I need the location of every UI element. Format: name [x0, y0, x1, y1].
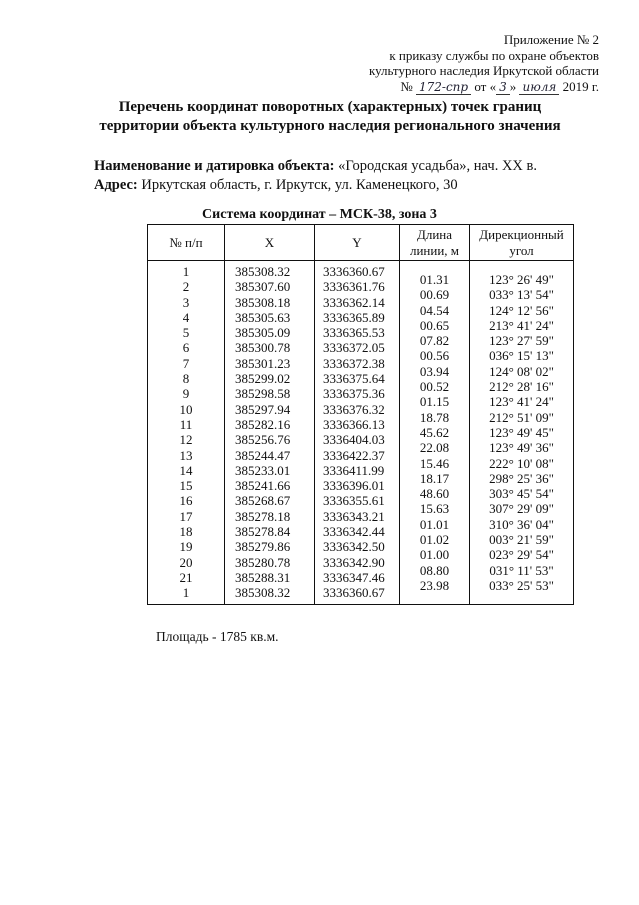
segment-length: 15.63 [419, 501, 450, 517]
segment-length: 04.54 [419, 302, 450, 318]
point-y: 3336360.67 [323, 264, 385, 279]
point-number: 7 [182, 355, 190, 371]
point-number: 12 [179, 432, 193, 448]
point-y: 3336396.01 [323, 478, 385, 494]
object-address-label: Адрес: [94, 177, 138, 193]
segment-angle: 123° 26' 49" [489, 272, 554, 287]
point-x: 385300.78 [235, 340, 291, 356]
point-number: 4 [182, 309, 190, 325]
point-y: 3336365.89 [323, 309, 385, 325]
segment-length: 00.69 [419, 287, 450, 303]
point-y: 3336347.46 [323, 569, 385, 585]
order-date-from: от « [474, 78, 497, 94]
point-x: 385278.18 [235, 508, 291, 524]
point-x: 385301.23 [235, 355, 291, 371]
point-x: 385308.32 [235, 264, 291, 279]
segment-length: 23.98 [419, 577, 450, 593]
order-month-handwritten: июля [519, 80, 559, 95]
segment-angle: 123° 41' 24" [489, 394, 554, 410]
object-name-value: «Городская усадьба», нач. XX в. [338, 158, 537, 174]
title-line-1: Перечень координат поворотных (характерных) точек границ [118, 99, 542, 115]
object-info [94, 157, 537, 195]
point-number: 6 [182, 340, 190, 356]
segment-angle: 003° 21' 59" [489, 532, 554, 548]
point-x: 385305.09 [235, 325, 291, 341]
segment-angle: 222° 10' 08" [489, 455, 554, 471]
point-x: 385298.58 [235, 386, 291, 402]
segment-length: 48.60 [419, 486, 450, 502]
col-header-angle: Дирекционный угол [470, 225, 574, 261]
point-y: 3336360.67 [323, 585, 385, 601]
point-x: 385278.84 [235, 524, 291, 540]
segment-length: 15.46 [419, 455, 450, 471]
segment-length: 22.08 [419, 440, 450, 456]
point-number: 10 [179, 401, 193, 417]
point-number: 2 [182, 279, 190, 295]
point-number: 5 [182, 325, 190, 341]
col-angle [470, 261, 574, 605]
col-number [148, 261, 225, 605]
appendix-line-2: к приказу службы по охране объектов [389, 47, 599, 63]
coordinates-table [147, 224, 574, 605]
point-y: 3336355.61 [323, 493, 385, 509]
segment-angle: 212° 51' 09" [489, 409, 554, 425]
order-no-prefix: № [400, 78, 413, 94]
point-y: 3336375.64 [323, 371, 385, 387]
object-name-row [94, 157, 537, 176]
appendix-line-3: культурного наследия Иркутской области [368, 63, 599, 78]
order-reference [299, 79, 599, 96]
segment-length: 01.15 [419, 394, 450, 410]
point-y: 3336342.44 [323, 524, 385, 540]
point-x: 385268.67 [235, 493, 291, 509]
segment-length: 45.62 [419, 424, 450, 440]
segment-angle: 310° 36' 04" [489, 516, 554, 532]
segment-length: 01.01 [419, 516, 450, 532]
point-y: 3336372.05 [323, 340, 385, 356]
point-number: 8 [182, 371, 190, 387]
segment-length: 18.17 [419, 470, 450, 486]
segment-angle: 307° 29' 09" [489, 501, 554, 517]
point-number: 1 [182, 585, 190, 601]
point-x: 385308.18 [235, 294, 291, 310]
point-y: 3336342.90 [323, 554, 385, 570]
point-x: 385297.94 [235, 401, 291, 417]
point-number: 1 [182, 264, 190, 279]
segment-angle: 123° 49' 36" [489, 440, 554, 456]
point-number: 21 [179, 569, 193, 585]
point-x: 385244.47 [235, 447, 291, 463]
title-line-2: территории объекта культурного наследия регионального значения [99, 118, 561, 134]
segment-length: 18.78 [419, 409, 450, 425]
segment-length: 00.52 [419, 379, 450, 395]
col-header-length: Длина линии, м [400, 225, 470, 261]
point-y: 3336411.99 [323, 462, 385, 478]
object-address-row [94, 176, 537, 195]
order-number-handwritten: 172-спр [416, 80, 471, 95]
point-y: 3336361.76 [323, 279, 385, 295]
segment-angle: 298° 25' 36" [489, 470, 554, 486]
point-y: 3336362.14 [323, 294, 385, 310]
point-number: 3 [182, 294, 190, 310]
point-y: 3336372.38 [323, 355, 385, 371]
point-number: 20 [179, 554, 193, 570]
appendix-header [299, 32, 599, 95]
segment-angle: 124° 12' 56" [489, 302, 554, 318]
point-number: 18 [179, 524, 193, 540]
point-x: 385280.78 [235, 554, 291, 570]
col-header-number: № п/п [148, 225, 225, 261]
segment-angle: 303° 45' 54" [489, 486, 554, 502]
segment-angle: 123° 27' 59" [489, 333, 554, 349]
point-x: 385299.02 [235, 371, 291, 387]
point-y: 3336404.03 [323, 432, 385, 448]
order-date-mid: » [509, 78, 517, 94]
segment-angle: 023° 29' 54" [489, 547, 554, 563]
point-number: 13 [179, 447, 193, 463]
point-number: 11 [179, 416, 193, 432]
point-number: 14 [179, 462, 193, 478]
order-year: 2019 г. [562, 78, 599, 94]
table-body-row [148, 261, 574, 605]
point-number: 19 [179, 539, 193, 555]
segment-angle: 124° 08' 02" [489, 363, 554, 379]
point-x: 385308.32 [235, 585, 291, 601]
segment-length: 01.31 [419, 272, 450, 287]
segment-length: 00.65 [419, 317, 450, 333]
point-y: 3336343.21 [323, 508, 385, 524]
segment-length: 00.56 [419, 348, 450, 364]
segment-angle: 036° 15' 13" [489, 348, 554, 364]
point-x: 385288.31 [235, 569, 291, 585]
point-number: 17 [179, 508, 193, 524]
point-y: 3336376.32 [323, 401, 385, 417]
point-x: 385282.16 [235, 416, 291, 432]
object-name-label: Наименование и датировка объекта: [94, 158, 335, 174]
order-day-handwritten: 3 [496, 80, 510, 95]
object-address-value: Иркутская область, г. Иркутск, ул. Каменецкого, 30 [141, 177, 458, 193]
point-number: 9 [182, 386, 190, 402]
area-statement: Площадь - 1785 кв.м. [156, 629, 279, 644]
col-y [315, 261, 400, 605]
point-y: 3336365.53 [323, 325, 385, 341]
segment-length: 08.80 [419, 562, 450, 578]
point-x: 385307.60 [235, 279, 291, 295]
segment-angle: 033° 25' 53" [489, 577, 554, 593]
col-header-y: Y [315, 225, 400, 261]
col-header-x: X [225, 225, 315, 261]
appendix-line-1: Приложение № 2 [503, 32, 599, 47]
document-title [60, 98, 600, 136]
point-x: 385256.76 [235, 432, 291, 448]
point-y: 3336342.50 [323, 539, 385, 555]
segment-angle: 033° 13' 54" [489, 287, 554, 303]
point-x: 385233.01 [235, 462, 291, 478]
segment-angle: 212° 28' 16" [489, 379, 554, 395]
table-caption: Система координат – МСК-38, зона 3 [202, 207, 437, 222]
segment-angle: 123° 49' 45" [489, 424, 554, 440]
point-number: 16 [179, 493, 193, 509]
segment-angle: 031° 11' 53" [489, 562, 554, 578]
point-x: 385279.86 [235, 539, 291, 555]
point-y: 3336375.36 [323, 386, 385, 402]
point-x: 385241.66 [235, 478, 291, 494]
segment-length: 01.00 [419, 547, 450, 563]
col-length [400, 261, 470, 605]
segment-length: 01.02 [419, 532, 450, 548]
table-header-row [148, 225, 574, 261]
point-number: 15 [179, 478, 193, 494]
point-x: 385305.63 [235, 309, 291, 325]
segment-angle: 213° 41' 24" [489, 317, 554, 333]
col-x [225, 261, 315, 605]
segment-length: 03.94 [419, 363, 450, 379]
segment-length: 07.82 [419, 333, 450, 349]
point-y: 3336422.37 [323, 447, 385, 463]
point-y: 3336366.13 [323, 416, 385, 432]
